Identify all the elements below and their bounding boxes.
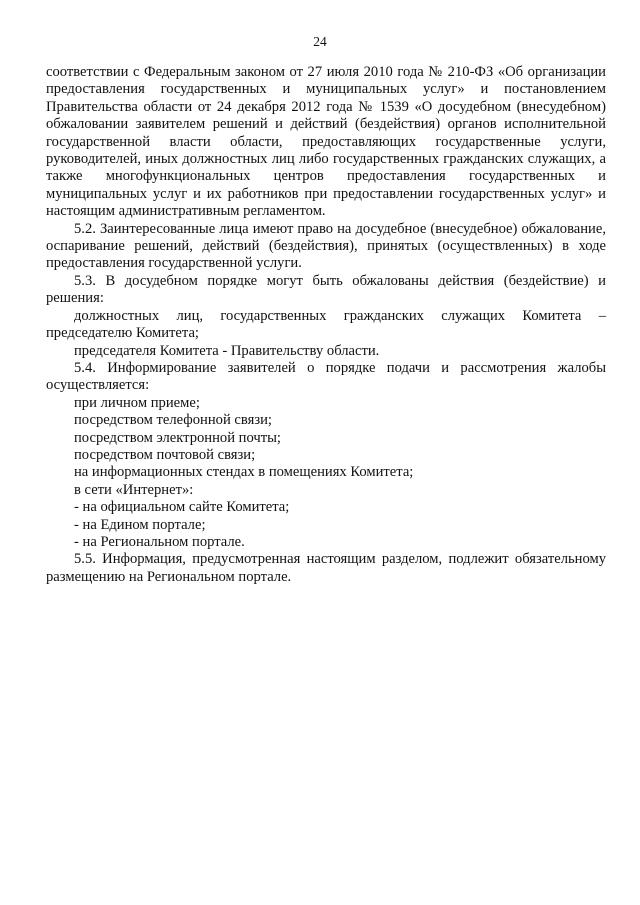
list-item: посредством почтовой связи; <box>74 446 256 463</box>
paragraph-5-5: 5.5. Информация, предусмотренная настоящим разделом, подлежит обязательному размещению на Региональном портале. <box>46 551 606 585</box>
list-item: посредством телефонной связи; <box>74 412 272 429</box>
page-number: 24 <box>313 34 327 49</box>
paragraph-continuation: соответствии с Федеральным законом от 27 июля 2010 года № 210-ФЗ «Об организации предоставления государственных и муниципальных услуг» и постановлением Правительства области от 24 декабря 2012 года № 1539 «О досудебном (внесудебном) обжаловании заявителем решений и действий (бездействия) органов исполнительной государственной власти области, предоставляющих государственные услуги, руководителей, иных должностных лиц либо государственных гражданских служащих, а также многофункциональных центров предоставления государственных и муниципальных услуг и их работников при предоставлении государственных услуг» и настоящим административным регламентом. <box>46 64 606 220</box>
document-body <box>46 64 606 586</box>
paragraph-5-3-item-2: председателя Комитета - Правительству области. <box>74 342 380 359</box>
paragraph-5-2: 5.2. Заинтересованные лица имеют право на досудебное (внесудебное) обжалование, оспаривание решений, действий (бездействия), принятых (осуществленных) в ходе предоставления государственной услуги. <box>46 220 606 272</box>
paragraph-5-4: 5.4. Информирование заявителей о порядке подачи и рассмотрения жалобы осуществляется: <box>46 359 606 394</box>
list-item: при личном приеме; <box>74 394 200 411</box>
paragraph-5-3-item-1: должностных лиц, государственных гражданских служащих Комитета – председателю Комитета; <box>46 307 606 342</box>
list-item: - на Едином портале; <box>74 516 206 533</box>
list-item: - на официальном сайте Комитета; <box>74 499 290 516</box>
list-item: в сети «Интернет»: <box>74 481 194 498</box>
paragraph-5-3: 5.3. В досудебном порядке могут быть обжалованы действия (бездействие) и решения: <box>46 272 606 307</box>
list-item: на информационных стендах в помещениях Комитета; <box>74 464 414 481</box>
list-item: - на Региональном портале. <box>74 533 245 550</box>
list-item: посредством электронной почты; <box>74 429 281 446</box>
